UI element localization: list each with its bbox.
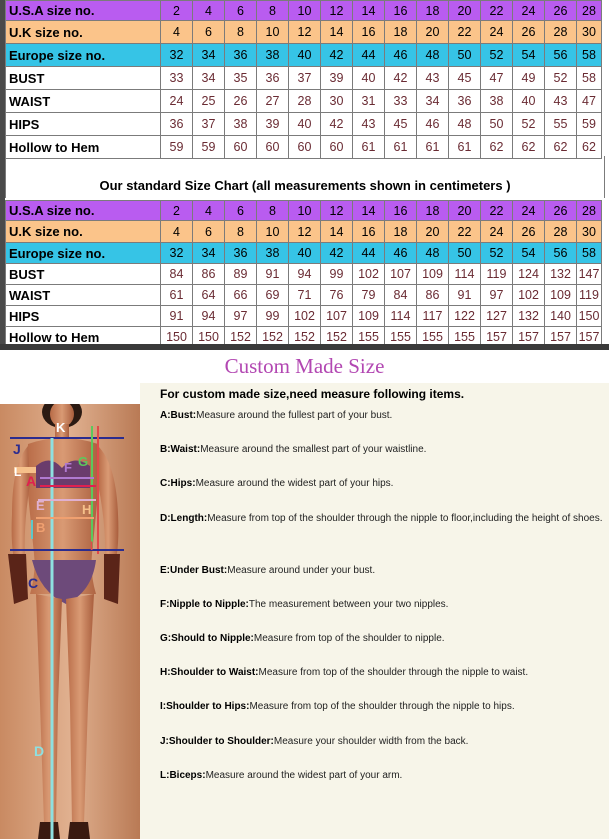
size-cell: 22 xyxy=(449,21,481,44)
size-cell: 76 xyxy=(321,285,353,306)
size-cell: 64 xyxy=(193,285,225,306)
size-cell: 39 xyxy=(321,67,353,90)
row-label: BUST xyxy=(6,67,161,90)
row-label: WAIST xyxy=(6,90,161,113)
size-cell: 114 xyxy=(449,264,481,285)
size-row xyxy=(6,67,602,90)
size-cell: 99 xyxy=(321,264,353,285)
size-cell: 26 xyxy=(545,201,577,221)
size-cell: 44 xyxy=(353,44,385,67)
size-cell: 44 xyxy=(353,243,385,264)
instruction-text: Measure around the fullest part of your bust. xyxy=(196,410,393,421)
size-cell: 14 xyxy=(321,21,353,44)
row-label: U.K size no. xyxy=(6,21,161,44)
size-cell: 58 xyxy=(577,67,602,90)
size-cell: 61 xyxy=(161,285,193,306)
size-cell: 46 xyxy=(385,44,417,67)
label-d: D xyxy=(34,743,45,759)
size-row xyxy=(6,306,602,327)
size-cell: 62 xyxy=(577,136,602,159)
size-row xyxy=(6,1,602,21)
size-row xyxy=(6,90,602,113)
size-cell: 38 xyxy=(225,113,257,136)
size-cell: 58 xyxy=(577,243,602,264)
size-cell: 60 xyxy=(289,136,321,159)
size-row xyxy=(6,44,602,67)
row-label: U.S.A size no. xyxy=(6,1,161,21)
size-cell: 20 xyxy=(417,21,449,44)
size-cell: 37 xyxy=(289,67,321,90)
instruction-text: Measure from top of the shoulder through the nipple to waist. xyxy=(258,667,529,678)
size-cell: 2 xyxy=(161,1,193,21)
size-cell: 6 xyxy=(225,201,257,221)
size-cell: 33 xyxy=(161,67,193,90)
instruction-item xyxy=(160,510,605,527)
size-cell: 12 xyxy=(321,1,353,21)
size-cell: 36 xyxy=(257,67,289,90)
size-cell: 40 xyxy=(513,90,545,113)
measurement-figure-illustration xyxy=(0,404,140,839)
instruction-text: Measure around the widest part of your hips. xyxy=(195,478,394,489)
size-cell: 86 xyxy=(417,285,449,306)
label-k: K xyxy=(56,420,66,435)
instruction-item xyxy=(160,767,605,784)
size-cell: 12 xyxy=(321,201,353,221)
size-row xyxy=(6,113,602,136)
row-label: Hollow to Hem xyxy=(6,327,161,348)
size-cell: 84 xyxy=(161,264,193,285)
size-cell: 2 xyxy=(161,201,193,221)
size-cell: 43 xyxy=(545,90,577,113)
size-cell: 150 xyxy=(161,327,193,348)
size-cell: 38 xyxy=(257,243,289,264)
size-cell: 12 xyxy=(289,221,321,243)
size-cell: 14 xyxy=(321,221,353,243)
row-label: HIPS xyxy=(6,306,161,327)
size-cell: 16 xyxy=(385,201,417,221)
size-cell: 10 xyxy=(257,21,289,44)
size-cell: 109 xyxy=(545,285,577,306)
size-cell: 59 xyxy=(161,136,193,159)
size-cell: 28 xyxy=(545,21,577,44)
size-chart-inches xyxy=(5,0,602,159)
size-cell: 150 xyxy=(577,306,602,327)
instruction-item xyxy=(160,698,605,715)
size-cell: 61 xyxy=(353,136,385,159)
row-label: U.S.A size no. xyxy=(6,201,161,221)
size-cell: 30 xyxy=(577,21,602,44)
size-cell: 124 xyxy=(513,264,545,285)
size-cell: 28 xyxy=(545,221,577,243)
table-gap xyxy=(5,156,605,174)
size-cell: 59 xyxy=(193,136,225,159)
label-e: E xyxy=(36,498,45,513)
size-cell: 25 xyxy=(193,90,225,113)
size-cell: 34 xyxy=(417,90,449,113)
size-cell: 28 xyxy=(289,90,321,113)
size-cell: 22 xyxy=(449,221,481,243)
instruction-term: F:Nipple to Nipple: xyxy=(160,599,249,610)
size-cell: 50 xyxy=(449,44,481,67)
size-cell: 140 xyxy=(545,306,577,327)
size-cell: 42 xyxy=(321,44,353,67)
instruction-term: I:Shoulder to Hips: xyxy=(160,701,250,712)
size-cell: 28 xyxy=(577,201,602,221)
size-cell: 40 xyxy=(353,67,385,90)
row-label: HIPS xyxy=(6,113,161,136)
instruction-text: Measure from top of the shoulder to nipple. xyxy=(253,633,445,644)
size-cell: 109 xyxy=(417,264,449,285)
size-cell: 6 xyxy=(193,221,225,243)
size-cell: 34 xyxy=(193,243,225,264)
size-cell: 132 xyxy=(513,306,545,327)
size-cell: 36 xyxy=(161,113,193,136)
size-cell: 56 xyxy=(545,44,577,67)
size-cell: 60 xyxy=(257,136,289,159)
size-cell: 117 xyxy=(417,306,449,327)
size-cell: 61 xyxy=(417,136,449,159)
size-cell: 36 xyxy=(449,90,481,113)
label-b: B xyxy=(36,520,46,535)
size-row xyxy=(6,264,602,285)
size-cell: 147 xyxy=(577,264,602,285)
size-cell: 50 xyxy=(449,243,481,264)
size-cell: 27 xyxy=(257,90,289,113)
size-cell: 16 xyxy=(385,1,417,21)
size-cell: 47 xyxy=(577,90,602,113)
size-cell: 42 xyxy=(385,67,417,90)
size-cell: 8 xyxy=(225,221,257,243)
instruction-item xyxy=(160,664,605,681)
size-cell: 8 xyxy=(257,201,289,221)
size-cell: 50 xyxy=(481,113,513,136)
row-label: BUST xyxy=(6,264,161,285)
label-f: F xyxy=(64,460,72,475)
size-cell: 18 xyxy=(385,221,417,243)
size-cell: 26 xyxy=(545,1,577,21)
size-cell: 152 xyxy=(225,327,257,348)
size-cell: 26 xyxy=(513,221,545,243)
size-cell: 22 xyxy=(481,1,513,21)
size-cell: 10 xyxy=(257,221,289,243)
size-cell: 39 xyxy=(257,113,289,136)
size-cell: 152 xyxy=(289,327,321,348)
size-cell: 54 xyxy=(513,243,545,264)
custom-made-size-title: Custom Made Size xyxy=(224,354,385,378)
size-cell: 32 xyxy=(161,44,193,67)
size-cell: 127 xyxy=(481,306,513,327)
size-cell: 99 xyxy=(257,306,289,327)
size-cell: 157 xyxy=(513,327,545,348)
size-cell: 52 xyxy=(545,67,577,90)
instruction-term: C:Hips: xyxy=(160,478,196,489)
size-cell: 62 xyxy=(481,136,513,159)
size-cell: 58 xyxy=(577,44,602,67)
size-cell: 69 xyxy=(257,285,289,306)
size-cell: 152 xyxy=(321,327,353,348)
instruction-text: Measure around the smallest part of your waistline. xyxy=(200,444,427,455)
size-cell: 48 xyxy=(449,113,481,136)
size-cell: 132 xyxy=(545,264,577,285)
size-cell: 61 xyxy=(449,136,481,159)
size-cell: 45 xyxy=(449,67,481,90)
row-label: Hollow to Hem xyxy=(6,136,161,159)
size-cell: 38 xyxy=(481,90,513,113)
size-cell: 155 xyxy=(449,327,481,348)
size-cell: 24 xyxy=(513,201,545,221)
size-cell: 40 xyxy=(289,113,321,136)
size-cell: 35 xyxy=(225,67,257,90)
size-cell: 91 xyxy=(449,285,481,306)
size-cell: 45 xyxy=(385,113,417,136)
size-cell: 40 xyxy=(289,44,321,67)
instruction-term: H:Shoulder to Waist: xyxy=(160,667,259,678)
size-cell: 59 xyxy=(577,113,602,136)
size-cell: 26 xyxy=(513,21,545,44)
table-bottom-border xyxy=(0,344,609,350)
row-label: Europe size no. xyxy=(6,44,161,67)
size-cell: 22 xyxy=(481,201,513,221)
size-cell: 119 xyxy=(577,285,602,306)
size-cell: 152 xyxy=(257,327,289,348)
instruction-item xyxy=(160,630,605,647)
instruction-item xyxy=(160,733,605,750)
instruction-item xyxy=(160,596,605,613)
size-cell: 24 xyxy=(161,90,193,113)
size-cell: 24 xyxy=(481,21,513,44)
size-cell: 18 xyxy=(385,21,417,44)
size-cell: 79 xyxy=(353,285,385,306)
size-cell: 62 xyxy=(545,136,577,159)
size-cell: 60 xyxy=(321,136,353,159)
size-cell: 34 xyxy=(193,67,225,90)
size-row xyxy=(6,243,602,264)
size-row xyxy=(6,285,602,306)
size-cell: 4 xyxy=(193,201,225,221)
instruction-term: G:Should to Nipple: xyxy=(160,633,254,644)
size-cell: 8 xyxy=(257,1,289,21)
size-cell: 14 xyxy=(353,1,385,21)
size-cell: 42 xyxy=(321,243,353,264)
size-cell: 4 xyxy=(161,221,193,243)
size-cell: 52 xyxy=(481,44,513,67)
size-row xyxy=(6,21,602,44)
size-cell: 6 xyxy=(225,1,257,21)
size-cell: 60 xyxy=(225,136,257,159)
size-cell: 107 xyxy=(321,306,353,327)
size-cell: 97 xyxy=(481,285,513,306)
size-cell: 102 xyxy=(353,264,385,285)
size-cell: 71 xyxy=(289,285,321,306)
size-cell: 89 xyxy=(225,264,257,285)
label-j: J xyxy=(13,441,21,457)
size-cell: 107 xyxy=(385,264,417,285)
label-c: C xyxy=(28,575,39,591)
size-cell: 6 xyxy=(193,21,225,44)
size-cell: 42 xyxy=(321,113,353,136)
size-cell: 46 xyxy=(385,243,417,264)
size-cell: 16 xyxy=(353,221,385,243)
size-cell: 102 xyxy=(289,306,321,327)
size-cell: 24 xyxy=(481,221,513,243)
size-cell: 109 xyxy=(353,306,385,327)
size-cell: 4 xyxy=(161,21,193,44)
size-cell: 34 xyxy=(193,44,225,67)
figure-right-glove xyxy=(104,554,120,604)
size-cell: 52 xyxy=(513,113,545,136)
instruction-term: E:Under Bust: xyxy=(160,565,228,576)
size-row xyxy=(6,221,602,243)
instruction-term: L:Biceps: xyxy=(160,770,206,781)
row-label: U.K size no. xyxy=(6,221,161,243)
size-cell: 66 xyxy=(225,285,257,306)
size-row xyxy=(6,201,602,221)
size-cell: 48 xyxy=(417,44,449,67)
size-cell: 43 xyxy=(353,113,385,136)
size-cell: 157 xyxy=(577,327,602,348)
instruction-text: Measure around under your bust. xyxy=(227,565,376,576)
instruction-text: The measurement between your two nipples. xyxy=(248,599,449,610)
size-cell: 46 xyxy=(417,113,449,136)
instruction-text: Measure from top of the shoulder through the nipple to floor,including the height of shoes. xyxy=(207,513,603,524)
size-cell: 157 xyxy=(545,327,577,348)
size-cell: 37 xyxy=(193,113,225,136)
size-cell: 157 xyxy=(481,327,513,348)
size-cell: 86 xyxy=(193,264,225,285)
size-cell: 114 xyxy=(385,306,417,327)
size-cell: 8 xyxy=(225,21,257,44)
size-cell: 18 xyxy=(417,201,449,221)
size-cell: 36 xyxy=(225,44,257,67)
label-i: I xyxy=(90,539,94,553)
instruction-term: J:Shoulder to Shoulder: xyxy=(160,736,274,747)
size-cell: 16 xyxy=(353,21,385,44)
label-l: L xyxy=(14,465,22,479)
size-cell: 10 xyxy=(289,201,321,221)
size-cell: 91 xyxy=(161,306,193,327)
size-cell: 49 xyxy=(513,67,545,90)
size-cell: 10 xyxy=(289,1,321,21)
size-chart-title: Our standard Size Chart (all measurements shown in centimeters ) xyxy=(5,174,605,198)
instruction-item xyxy=(160,562,605,579)
size-cell: 54 xyxy=(513,44,545,67)
size-cell: 18 xyxy=(417,1,449,21)
size-cell: 38 xyxy=(257,44,289,67)
size-cell: 155 xyxy=(417,327,449,348)
size-cell: 155 xyxy=(353,327,385,348)
instruction-text: Measure from top of the shoulder through the nipple to hips. xyxy=(249,701,515,712)
size-cell: 94 xyxy=(289,264,321,285)
row-label: WAIST xyxy=(6,285,161,306)
size-cell: 32 xyxy=(161,243,193,264)
size-cell: 40 xyxy=(289,243,321,264)
size-cell: 122 xyxy=(449,306,481,327)
size-cell: 20 xyxy=(417,221,449,243)
size-cell: 102 xyxy=(513,285,545,306)
instruction-item xyxy=(160,475,605,492)
size-cell: 24 xyxy=(513,1,545,21)
size-cell: 12 xyxy=(289,21,321,44)
size-cell: 43 xyxy=(417,67,449,90)
size-cell: 91 xyxy=(257,264,289,285)
label-g: G xyxy=(78,454,89,469)
size-cell: 55 xyxy=(545,113,577,136)
instruction-term: D:Length: xyxy=(160,513,208,524)
instruction-term: A:Bust: xyxy=(160,410,197,421)
size-cell: 47 xyxy=(481,67,513,90)
size-cell: 30 xyxy=(321,90,353,113)
instruction-item xyxy=(160,407,605,424)
instruction-text: Measure your shoulder width from the back. xyxy=(273,736,469,747)
size-cell: 52 xyxy=(481,243,513,264)
size-cell: 62 xyxy=(513,136,545,159)
instruction-item xyxy=(160,441,605,458)
instruction-text: Measure around the widest part of your arm. xyxy=(205,770,403,781)
size-cell: 20 xyxy=(449,1,481,21)
size-cell: 31 xyxy=(353,90,385,113)
size-cell: 28 xyxy=(577,1,602,21)
label-h: H xyxy=(82,502,92,517)
size-cell: 48 xyxy=(417,243,449,264)
size-cell: 33 xyxy=(385,90,417,113)
size-cell: 119 xyxy=(481,264,513,285)
size-cell: 20 xyxy=(449,201,481,221)
size-cell: 150 xyxy=(193,327,225,348)
size-cell: 155 xyxy=(385,327,417,348)
size-cell: 26 xyxy=(225,90,257,113)
label-a: A xyxy=(26,473,37,489)
size-cell: 36 xyxy=(225,243,257,264)
instructions-heading: For custom made size,need measure following items. xyxy=(160,387,465,401)
instruction-term: B:Waist: xyxy=(160,444,201,455)
size-cell: 30 xyxy=(577,221,602,243)
size-cell: 97 xyxy=(225,306,257,327)
size-cell: 61 xyxy=(385,136,417,159)
size-cell: 84 xyxy=(385,285,417,306)
size-cell: 56 xyxy=(545,243,577,264)
size-cell: 14 xyxy=(353,201,385,221)
size-chart-centimeters xyxy=(5,200,602,348)
size-cell: 94 xyxy=(193,306,225,327)
size-cell: 4 xyxy=(193,1,225,21)
row-label: Europe size no. xyxy=(6,243,161,264)
